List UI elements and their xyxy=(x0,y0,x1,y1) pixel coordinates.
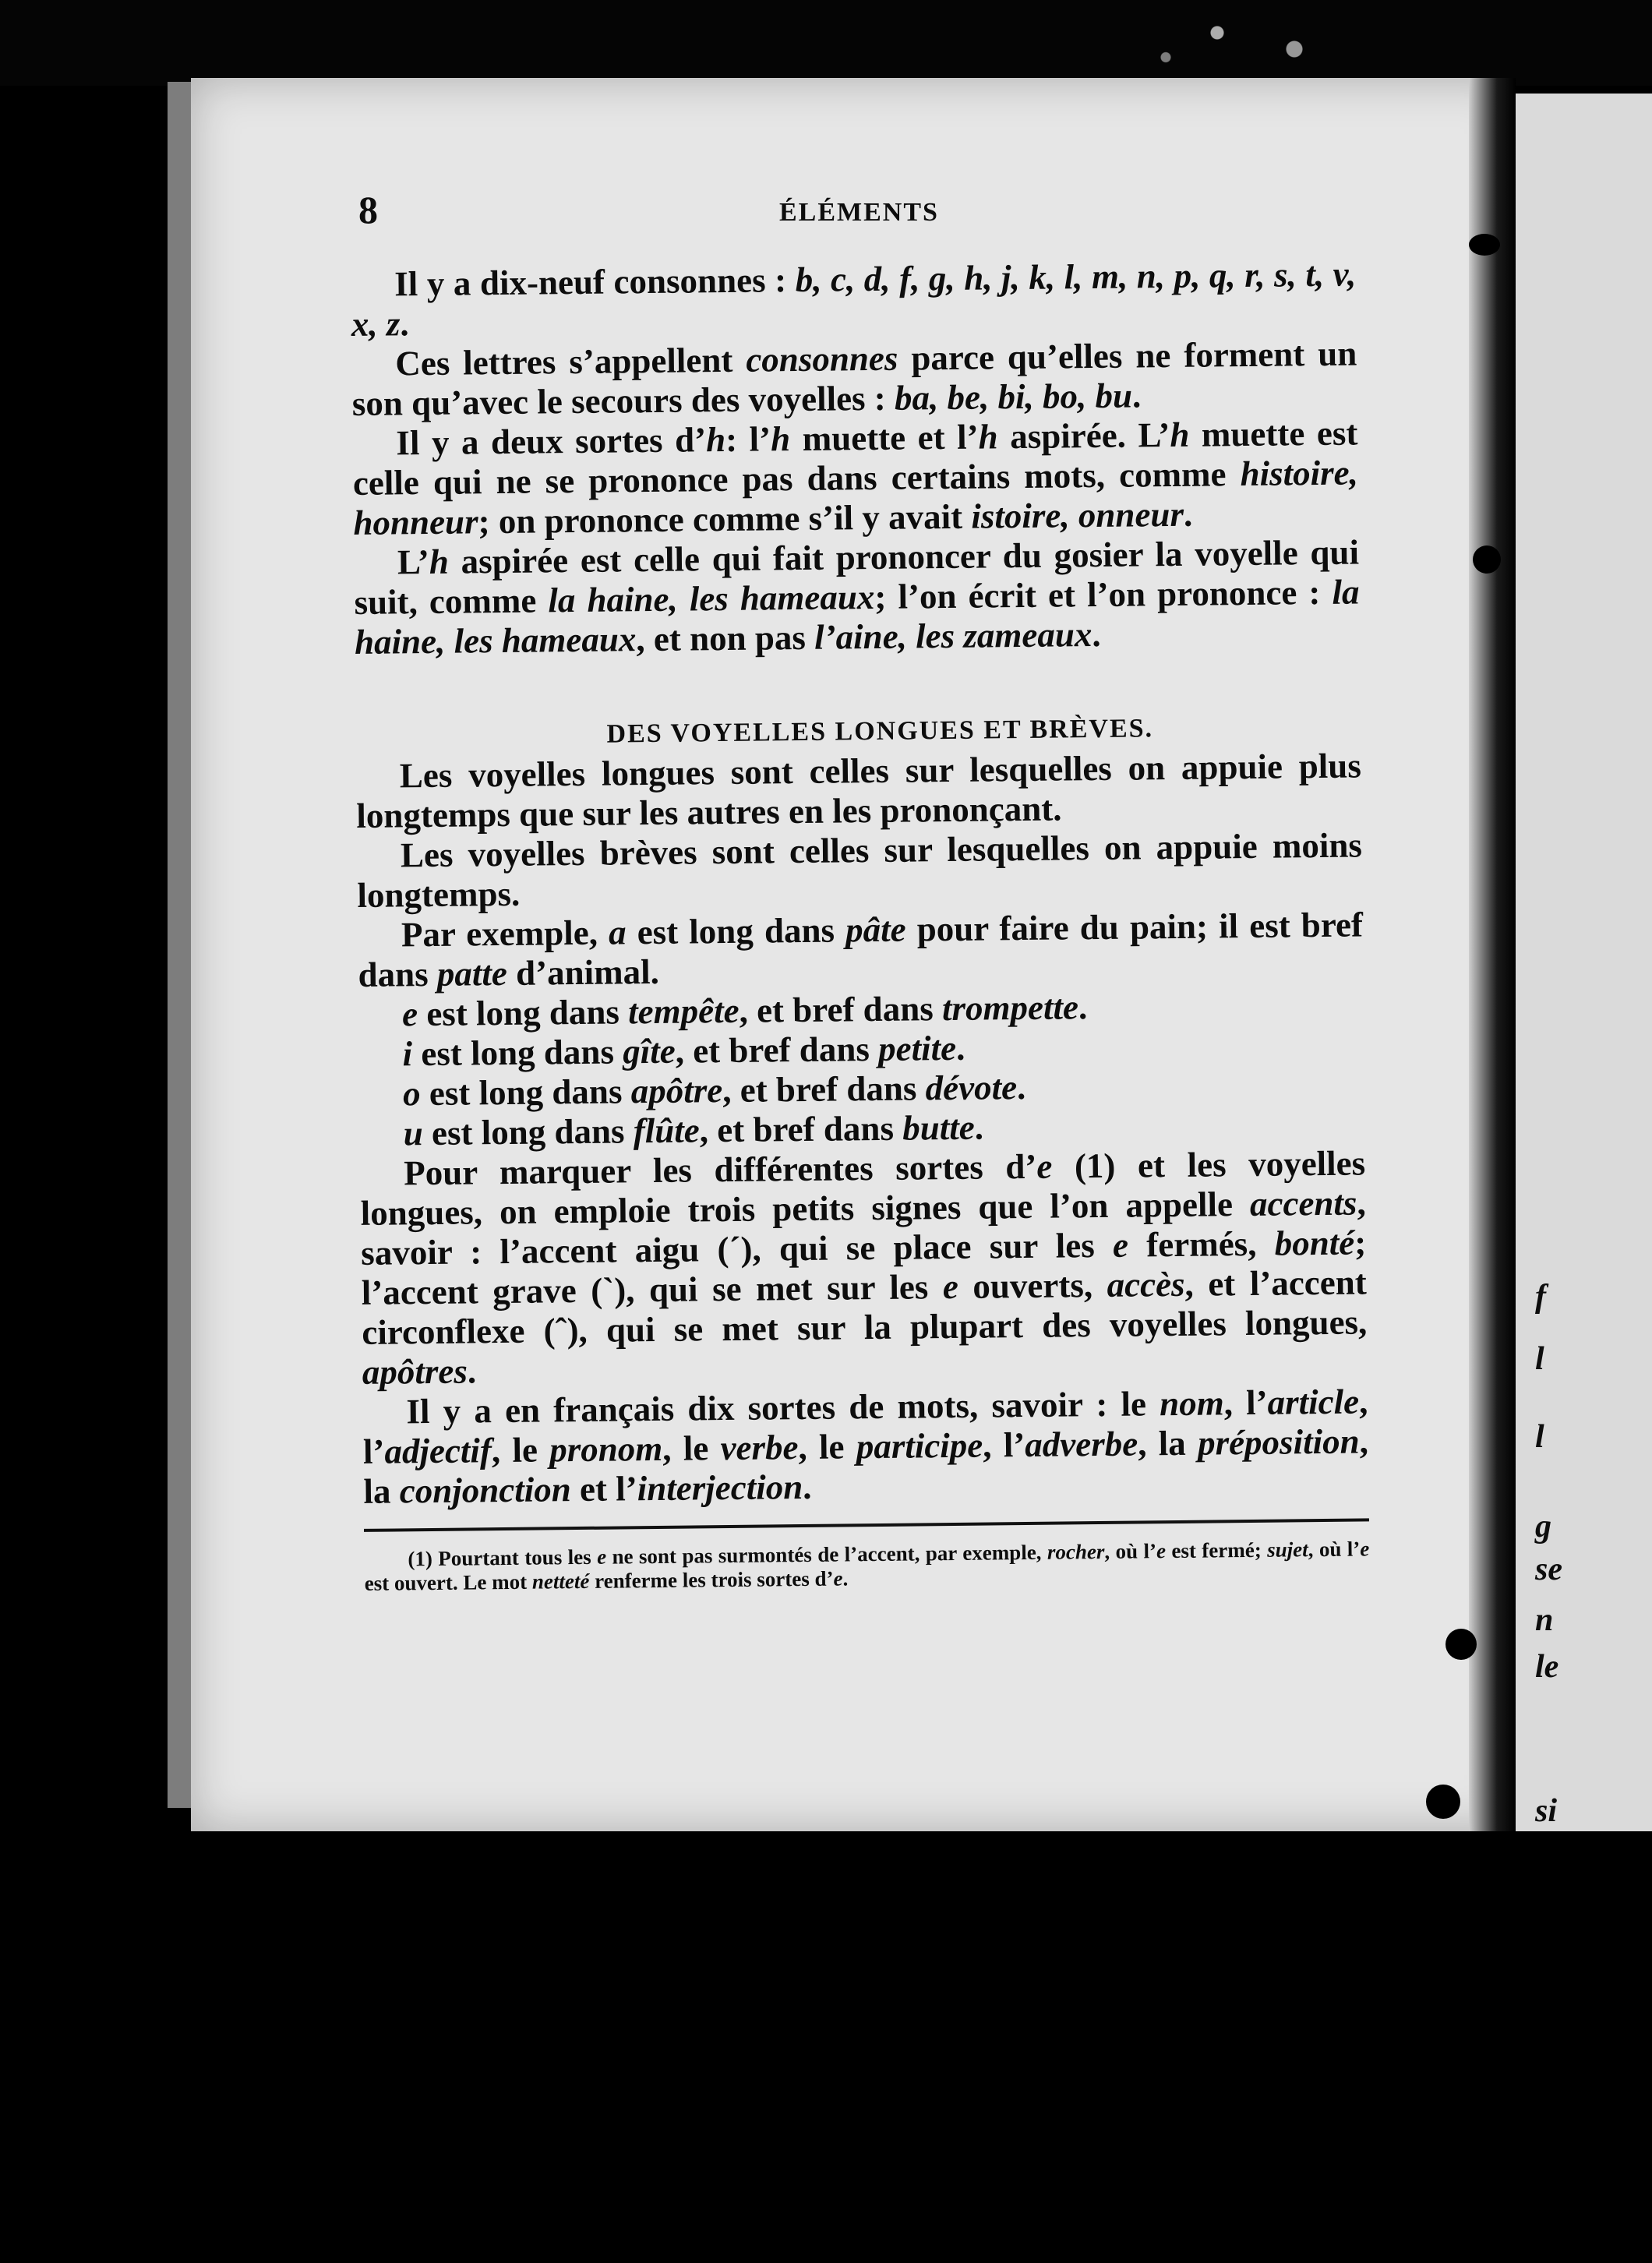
scan-noise xyxy=(1114,0,1371,82)
adjacent-fragment: le xyxy=(1535,1649,1559,1685)
paragraph: Il y a deux sortes d’h: l’h muette et l’h aspirée. L’h muette est celle qui ne se prononce pas dans certains mots, comme histoire, honneur; on prononce comme s’il y avait istoire, onneur. xyxy=(352,413,1359,542)
paragraph: Les voyelles brèves sont celles sur lesquelles on appuie moins longtemps. xyxy=(357,825,1363,915)
example-line: e est long dans tempête, et bref dans trompette. xyxy=(401,987,1088,1034)
paragraph: Pour marquer les différentes sortes d’e (1) et les voyelles longues, on emploie trois petits signes que l’on appelle accents, savoir : l’accent aigu (´), qui se place sur les e fermés, bonté; l’accent grave (`), qui se met sur les e ouverts, accès, et l’accent circonflexe (ˆ), qui se met sur la plupart des voyelles longues, apôtres. xyxy=(360,1143,1368,1392)
page-number: 8 xyxy=(358,188,378,231)
adjacent-fragment: n xyxy=(1535,1602,1554,1638)
example-line: u est long dans flûte, et bref dans butte. xyxy=(403,1107,984,1153)
book-gutter xyxy=(1469,78,1516,1831)
scan-border-top xyxy=(0,0,1652,86)
paragraph: Ces lettres s’appellent consonnes parce qu’elles ne forment un son qu’avec le secours des voyelles : ba, be, bi, bo, bu. xyxy=(351,334,1357,423)
adjacent-fragment: si xyxy=(1535,1793,1558,1829)
adjacent-page xyxy=(1516,94,1652,1831)
footnote-rule xyxy=(364,1518,1369,1532)
ink-speck xyxy=(1469,234,1500,256)
example-line: o est long dans apôtre, et bref dans dévote. xyxy=(402,1067,1026,1114)
paragraph: L’h aspirée est celle qui fait prononcer du gosier la voyelle qui suit, comme la haine, les hameaux; l’on écrit et l’on prononce : la haine, les hameaux, et non pas l’aine, les zameaux. xyxy=(354,532,1360,662)
ink-speck xyxy=(1426,1785,1460,1819)
ink-speck xyxy=(1446,1629,1477,1660)
ink-speck xyxy=(1473,545,1501,574)
paragraph: Il y a en français dix sortes de mots, savoir : le nom, l’article, l’adjectif, le pronom, le verbe, le participe, l’adverbe, la préposition, la conjonction et l’interjection. xyxy=(362,1382,1369,1511)
adjacent-fragment: f xyxy=(1535,1279,1546,1315)
adjacent-fragment: l xyxy=(1535,1341,1544,1377)
section-heading: DES VOYELLES LONGUES ET BRÈVES. xyxy=(606,714,1154,749)
paragraph: Les voyelles longues sont celles sur lesquelles on appuie plus longtemps que sur les autres en les prononçant. xyxy=(356,746,1362,835)
scan-border-bottom xyxy=(0,1831,1652,2263)
example-line: i est long dans gîte, et bref dans petite. xyxy=(402,1028,965,1074)
page-header xyxy=(358,187,1348,242)
footnote: (1) Pourtant tous les e ne sont pas surmontés de l’accent, par exemple, rocher, où l’e est fermé; sujet, où l’e est ouvert. Le mot netteté renferme les trois sortes d’e. xyxy=(364,1537,1370,1595)
paragraph: Il y a dix-neuf consonnes : b, c, d, f, g, h, j, k, l, m, n, p, q, r, s, t, v, x, z. xyxy=(351,254,1357,344)
page-body xyxy=(351,254,1370,1595)
adjacent-fragment: g xyxy=(1535,1509,1551,1545)
paragraph: Par exemple, a est long dans pâte pour faire du pain; il est bref dans patte d’animal. xyxy=(358,905,1364,994)
adjacent-fragment: se xyxy=(1535,1552,1562,1587)
running-title: ÉLÉMENTS xyxy=(779,198,939,227)
adjacent-fragment: l xyxy=(1535,1419,1544,1455)
